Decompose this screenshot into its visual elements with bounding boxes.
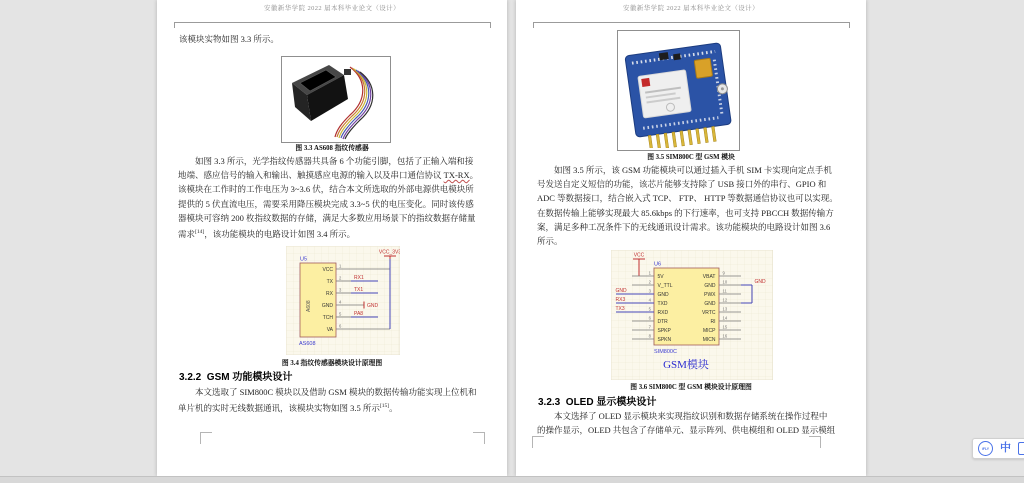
pin-number: 8 xyxy=(648,333,651,339)
pin-number: 4 xyxy=(648,297,651,303)
pin-number: 16 xyxy=(722,333,728,339)
gnd-net-label: GND xyxy=(367,303,379,309)
text-boundary-mark xyxy=(809,436,821,448)
pin-number: 11 xyxy=(722,288,727,294)
figure-3-5-caption: 图 3.5 SIM800C 型 GSM 模块 xyxy=(647,154,735,161)
text-line: 该模块在工作时的工作电压为 3~3.6 伏，结合本文所选取的外部电源供电模块所 xyxy=(178,184,474,195)
pin-number: 1 xyxy=(648,270,651,276)
text-line: 号发送自定义短信的功能，该芯片能够支持除了 USB 接口外的串行、GPIO 和 xyxy=(537,179,827,190)
text-run: 。 xyxy=(389,403,398,414)
chip-designator: U5 xyxy=(300,256,308,263)
text-line: 本文选择了 OLED 显示模块来实现指纹识别和数据存储系统在操作过程中 xyxy=(554,411,828,421)
sensor-connector xyxy=(344,69,351,75)
pin-number: 6 xyxy=(648,315,651,321)
pin-name: SPKN xyxy=(657,337,672,343)
figure-3-6-schematic xyxy=(611,250,773,380)
pin-number: 1 xyxy=(339,263,342,269)
net-label: PA8 xyxy=(354,311,364,317)
net-label: RX1 xyxy=(354,275,364,281)
pin-number: 5 xyxy=(648,306,651,312)
figure-3-6-caption: 图 3.6 SIM800C 型 GSM 模块设计原理图 xyxy=(630,384,752,391)
pin-name: MICN xyxy=(702,337,716,343)
pin-name: RI xyxy=(710,319,716,325)
sim800c-board-image xyxy=(618,31,737,148)
paragraph-fingerprint xyxy=(178,154,488,239)
pin-number: 2 xyxy=(648,279,651,285)
power-net-label: VCC xyxy=(633,252,645,259)
module-title: GSM模块 xyxy=(663,359,709,371)
header-rule-tick xyxy=(533,23,534,28)
text-line: 提供的 5 伏直流电压，需要采用降压模块完成 3.3~5 伏的电压变化。同时该传感 xyxy=(178,198,474,209)
intro-line: 该模块实物如图 3.3 所示。 xyxy=(179,34,279,44)
text-line: 案，满足多种工况条件下的无线通讯设计需求。该功能模块的电路设计如图 3.6 xyxy=(537,221,831,232)
pin-number: 7 xyxy=(648,324,651,330)
pin-number: 5 xyxy=(339,311,342,317)
header-rule-tick xyxy=(849,23,850,28)
text-line: 器模块可容纳 200 枚指纹数据的存储，满足大多数应用场景下的指纹数据存储量 xyxy=(178,212,476,223)
paragraph-gsm-detail xyxy=(537,163,847,248)
net-label: RX3 xyxy=(615,297,626,303)
window-edge xyxy=(0,476,1024,483)
chip-designator: U6 xyxy=(654,261,662,268)
pin-number: 13 xyxy=(722,306,728,312)
pin-name: PWX xyxy=(704,292,716,298)
pin-name: VRTC xyxy=(701,310,716,316)
citation-superscript: [15] xyxy=(379,403,390,410)
pin-number: 3 xyxy=(339,287,342,293)
text-line: 的操作显示，OLED 共包含了存储单元、显示阵列、供电模组和 OLED 显示模组 xyxy=(537,425,836,436)
page-2[interactable] xyxy=(516,0,866,476)
text-line: 如图 3.5 所示，该 GSM 功能模块可以通过插入手机 SIM 卡实现向定点手机 xyxy=(554,165,832,175)
pin-name: TX xyxy=(326,279,333,285)
text-line: 在数据传输上能够实现最大 85.6kbps 的下行速率，也可支持 PBCCH 数据传输方 xyxy=(537,207,834,218)
citation-superscript: [14] xyxy=(195,228,205,235)
pin-name: SPKP xyxy=(657,328,671,334)
text-line: 所示。 xyxy=(537,235,563,246)
section-heading-3-2-3: 3.2.3 OLED 显示模块设计 xyxy=(538,397,657,408)
page-header: 安徽新华学院 2022 届本科毕业论文（设计） xyxy=(623,5,759,12)
pin-name: RXD xyxy=(657,310,669,316)
pin-name: GND xyxy=(704,301,716,307)
text-boundary-mark xyxy=(473,432,485,444)
pin-name: VA xyxy=(326,327,333,333)
figure-3-5-photo xyxy=(617,30,740,151)
brand-logo-square xyxy=(641,78,650,87)
section-heading-3-2-2: 3.2.2 GSM 功能模块设计 xyxy=(179,372,293,383)
as608-schematic xyxy=(286,246,400,355)
pin-number: 3 xyxy=(648,288,651,294)
pin-name: GND xyxy=(704,283,716,289)
pin-name: MICP xyxy=(703,328,716,334)
pin-name: 5V xyxy=(657,274,664,280)
text-line xyxy=(178,399,488,413)
text-run: 单片机的实时无线数据通讯，该模块实物如图 3.5 所示 xyxy=(178,403,380,414)
pin-number: 14 xyxy=(722,315,728,321)
chip-vertical-label: A608 xyxy=(306,300,312,312)
text-run: 。 xyxy=(469,170,479,181)
text-boundary-mark xyxy=(200,432,212,444)
pin-number: 15 xyxy=(722,324,728,330)
net-label: TX3 xyxy=(615,306,625,312)
pcb-board xyxy=(625,43,735,148)
figure-3-4-caption: 图 3.4 指纹传感器模块设计原理图 xyxy=(281,360,383,367)
pin-number: 10 xyxy=(722,279,728,285)
header-rule-tick xyxy=(174,23,175,28)
text-line: 本文选取了 SIM800C 模块以及借助 GSM 模块的数据传输功能实现上位机和 xyxy=(195,387,477,397)
text-line: ADC 等数据接口，结合嵌入式 TCP、 FTP、 HTTP 等数据通信协议也可以实现。 xyxy=(537,193,838,204)
pin-name: VCC xyxy=(322,267,333,273)
pin-name: GND xyxy=(657,292,669,298)
header-rule xyxy=(174,22,491,28)
paragraph-oled-intro xyxy=(537,409,847,437)
pin-number: 2 xyxy=(339,275,342,281)
net-label: TX1 xyxy=(354,287,364,293)
ime-toolbar xyxy=(972,438,1024,459)
net-label: GND xyxy=(615,288,627,294)
pin-number: 12 xyxy=(722,297,728,303)
sim800c-schematic xyxy=(611,250,773,380)
page-header: 安徽新华学院 2022 届本科毕业论文（设计） xyxy=(264,5,400,12)
pin-number: 4 xyxy=(339,299,342,305)
tantalum-capacitor xyxy=(694,58,712,78)
figure-3-3-photo xyxy=(281,56,391,143)
chip-body xyxy=(300,263,336,337)
pin-name: TXD xyxy=(657,301,668,307)
text-line xyxy=(178,168,488,182)
figure-3-4-schematic xyxy=(286,246,400,355)
text-line: 如图 3.3 所示，光学指纹传感器共具备 6 个功能引脚，包括了正输入端和接 xyxy=(195,156,474,166)
text-run: ，该功能模块的电路设计如图 3.4 所示。 xyxy=(204,228,356,239)
text-run: 地端、感应信号的输入和输出、触摸感应电源的输入以及串口通信协议 xyxy=(178,170,444,181)
header-rule-tick xyxy=(490,23,491,28)
text-run: 需求 xyxy=(178,228,196,239)
chip-part-label: AS608 xyxy=(299,341,316,347)
chip-part-label: SIM800C xyxy=(654,349,677,355)
fingerprint-sensor-image xyxy=(282,57,388,140)
text-line xyxy=(178,225,488,239)
text-boundary-mark xyxy=(532,436,544,448)
header-rule xyxy=(533,22,850,28)
power-net-label: VCC_3V3 xyxy=(378,249,400,256)
ime-brand-icon[interactable]: iFLY xyxy=(978,441,993,456)
pin-name: GND xyxy=(321,303,333,309)
gnd-net-label: GND xyxy=(754,279,766,285)
figure-3-3-caption: 图 3.3 AS608 指纹传感器 xyxy=(295,145,369,152)
paragraph-gsm-intro xyxy=(178,385,488,413)
pin-name: RX xyxy=(326,291,333,297)
ime-language-mode-button[interactable]: 中 xyxy=(1000,442,1011,454)
ime-keyboard-icon[interactable] xyxy=(1018,442,1024,455)
pin-name: VBAT xyxy=(702,274,716,280)
pin-name: DTR xyxy=(657,319,668,325)
pin-number: 9 xyxy=(722,270,725,276)
pin-name: TCH xyxy=(322,315,333,321)
page-1[interactable] xyxy=(157,0,507,476)
pin-name: V_TTL xyxy=(657,283,673,289)
pin-number: 6 xyxy=(339,323,342,329)
spellcheck-marked-text: TX-RX xyxy=(443,170,470,181)
